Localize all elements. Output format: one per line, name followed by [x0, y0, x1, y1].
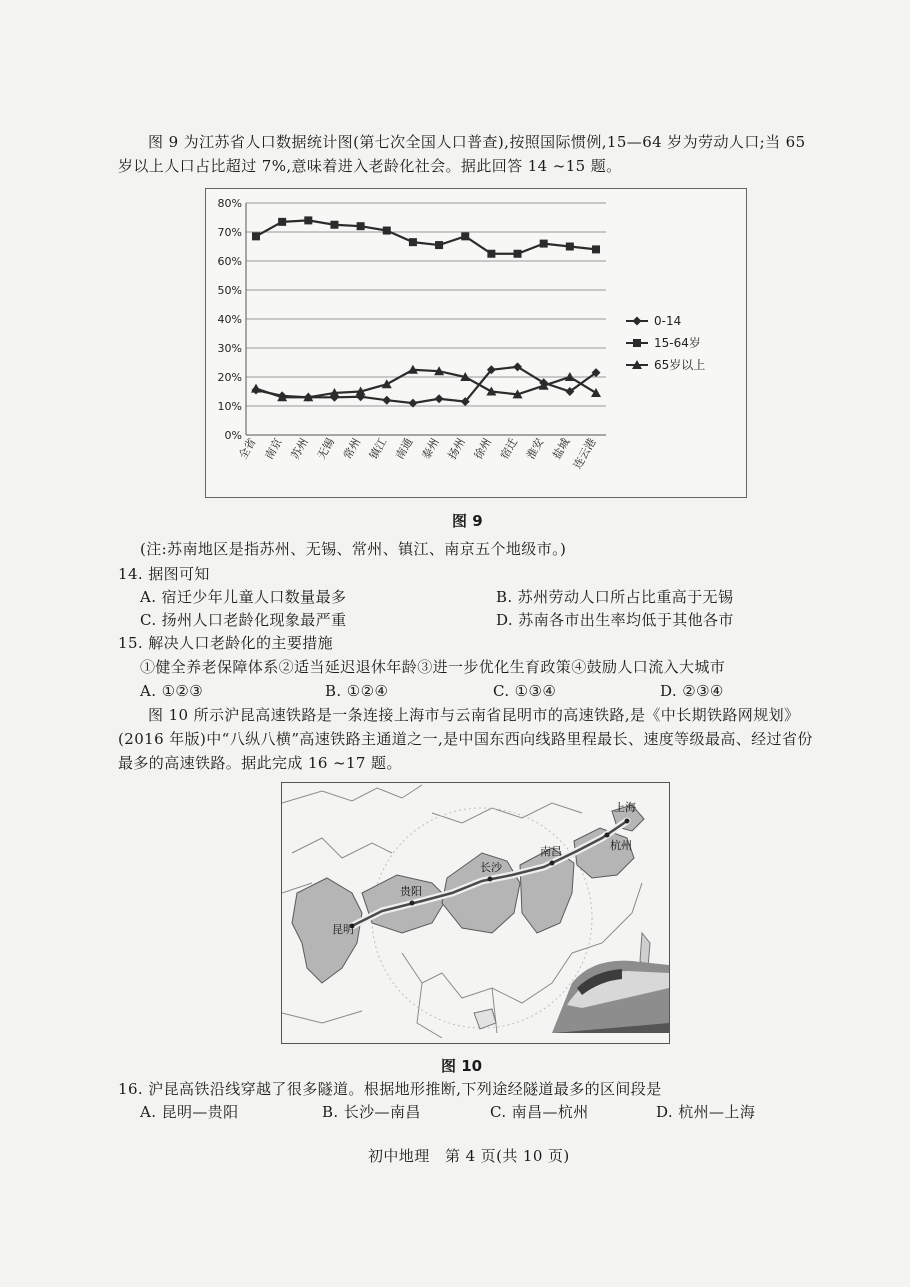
- data-point-square: [304, 216, 312, 224]
- y-tick-label: 60%: [217, 255, 242, 268]
- x-tick-label: 连云港: [570, 436, 599, 472]
- question-14-option-b[interactable]: B. 苏州劳动人口所占比重高于无锡: [496, 588, 734, 606]
- question-15-option-d[interactable]: D. ②③④: [660, 682, 724, 700]
- question-14-option-d[interactable]: D. 苏南各市出生率均低于其他各市: [496, 611, 734, 629]
- data-point-square: [252, 232, 260, 240]
- figure-10-caption: 图 10: [441, 1057, 483, 1075]
- question-14-option-c[interactable]: C. 扬州人口老龄化现象最严重: [140, 611, 347, 629]
- data-point-triangle: [251, 384, 261, 393]
- y-tick-label: 0%: [224, 429, 242, 442]
- y-tick-label: 40%: [217, 313, 242, 326]
- shanghai-marker: [625, 819, 630, 824]
- nanchang-marker: [550, 861, 555, 866]
- y-tick-label: 30%: [217, 342, 242, 355]
- figure-9-caption: 图 9: [452, 512, 483, 530]
- question-16-stem: 16. 沪昆高铁沿线穿越了很多隧道。根据地形推断,下列途经隧道最多的区间段是: [118, 1080, 662, 1098]
- data-point-square: [461, 232, 469, 240]
- guiyang-label: 贵阳: [400, 885, 422, 898]
- question-15-items: ①健全养老保障体系②适当延迟退休年龄③进一步优化生育政策④鼓励人口流入大城市: [140, 658, 726, 676]
- x-tick-label: 盐城: [550, 436, 573, 462]
- guiyang-marker: [410, 901, 415, 906]
- hangzhou-label: 杭州: [610, 839, 632, 852]
- question-16-option-b[interactable]: B. 长沙—南昌: [322, 1103, 421, 1121]
- x-tick-label: 镇江: [367, 436, 390, 462]
- x-tick-label: 宿迁: [497, 436, 521, 462]
- railway-map-svg: [282, 783, 669, 1043]
- province-border: [417, 983, 442, 1038]
- question-15-stem: 15. 解决人口老龄化的主要措施: [118, 634, 334, 652]
- y-tick-label: 20%: [217, 371, 242, 384]
- nanchang-label: 南昌: [540, 845, 562, 858]
- intro-paragraph-fig10: 图 10 所示沪昆高速铁路是一条连接上海市与云南省昆明市的高速铁路,是《中长期铁路网规划》(2016 年版)中“八纵八横”高速铁路主通道之一,是中国东西向线路里程最长、速度等级最高、经过省份最多的高速铁路。据此完成 16 ~17 题。: [118, 706, 813, 772]
- x-tick-label: 苏州: [288, 436, 311, 462]
- page-footer: 初中地理 第 4 页(共 10 页): [368, 1147, 570, 1165]
- x-tick-label: 全省: [236, 436, 259, 462]
- intro-paragraph-fig9: 图 9 为江苏省人口数据统计图(第七次全国人口普查),按照国际惯例,15—64 岁为劳动人口;当 65 岁以上人口占比超过 7%,意味着进入老龄化社会。据此回答 14 ~15 题。: [118, 133, 806, 175]
- x-tick-label: 淮安: [524, 436, 547, 462]
- province-border: [282, 1011, 362, 1023]
- hainan-island: [474, 1009, 496, 1029]
- hangzhou-marker: [605, 833, 610, 838]
- kunming-label: 昆明: [332, 923, 354, 936]
- question-16-option-a[interactable]: A. 昆明—贵阳: [140, 1103, 239, 1121]
- y-tick-label: 80%: [217, 197, 242, 210]
- y-tick-label: 10%: [217, 400, 242, 413]
- y-tick-label: 50%: [217, 284, 242, 297]
- x-tick-label: 泰州: [419, 436, 442, 462]
- legend-label: 15-64岁: [654, 336, 701, 350]
- data-point-square: [592, 245, 600, 253]
- data-point-square: [330, 221, 338, 229]
- data-point-diamond: [382, 396, 391, 405]
- data-point-square: [566, 243, 574, 251]
- province-border: [292, 838, 392, 858]
- figure-10-map: [281, 782, 670, 1044]
- data-point-square: [540, 240, 548, 248]
- question-15-option-b[interactable]: B. ①②④: [325, 682, 389, 700]
- legend-marker: [633, 339, 641, 347]
- x-tick-label: 南通: [393, 436, 416, 462]
- data-point-square: [487, 250, 495, 258]
- data-point-square: [357, 222, 365, 230]
- question-16-option-c[interactable]: C. 南昌—杭州: [490, 1103, 589, 1121]
- figure-9-chart: [205, 188, 747, 498]
- x-tick-label: 常州: [340, 436, 364, 462]
- question-14-option-a[interactable]: A. 宿迁少年儿童人口数量最多: [140, 588, 347, 606]
- question-15-option-a[interactable]: A. ①②③: [140, 682, 204, 700]
- province-border: [572, 883, 642, 953]
- line-chart-svg: [206, 189, 746, 497]
- series-line-square: [256, 220, 596, 253]
- legend-label: 65岁以上: [654, 358, 706, 372]
- data-point-square: [278, 218, 286, 226]
- data-point-square: [514, 250, 522, 258]
- data-point-diamond: [435, 394, 444, 403]
- high-speed-train-illustration: [552, 961, 669, 1033]
- shanghai-label: 上海: [614, 801, 636, 814]
- province-border: [402, 953, 572, 1003]
- data-point-square: [383, 227, 391, 235]
- x-tick-label: 扬州: [445, 436, 468, 462]
- question-16-option-d[interactable]: D. 杭州—上海: [656, 1103, 756, 1121]
- province-border: [282, 785, 422, 803]
- jiangxi-province: [520, 848, 574, 933]
- data-point-triangle: [591, 388, 601, 397]
- legend-marker: [633, 317, 642, 326]
- data-point-square: [409, 238, 417, 246]
- changsha-label: 长沙: [480, 861, 502, 874]
- changsha-marker: [488, 877, 493, 882]
- legend-label: 0-14: [654, 314, 682, 328]
- province-border: [432, 803, 582, 823]
- data-point-triangle: [382, 379, 392, 388]
- data-point-square: [435, 241, 443, 249]
- note-text: (注:苏南地区是指苏州、无锡、常州、镇江、南京五个地级市。): [140, 540, 567, 558]
- x-tick-label: 徐州: [471, 436, 494, 462]
- x-tick-label: 南京: [262, 436, 285, 462]
- question-14-stem: 14. 据图可知: [118, 565, 210, 583]
- x-tick-label: 无锡: [314, 436, 338, 462]
- y-tick-label: 70%: [217, 226, 242, 239]
- question-15-option-c[interactable]: C. ①③④: [493, 682, 557, 700]
